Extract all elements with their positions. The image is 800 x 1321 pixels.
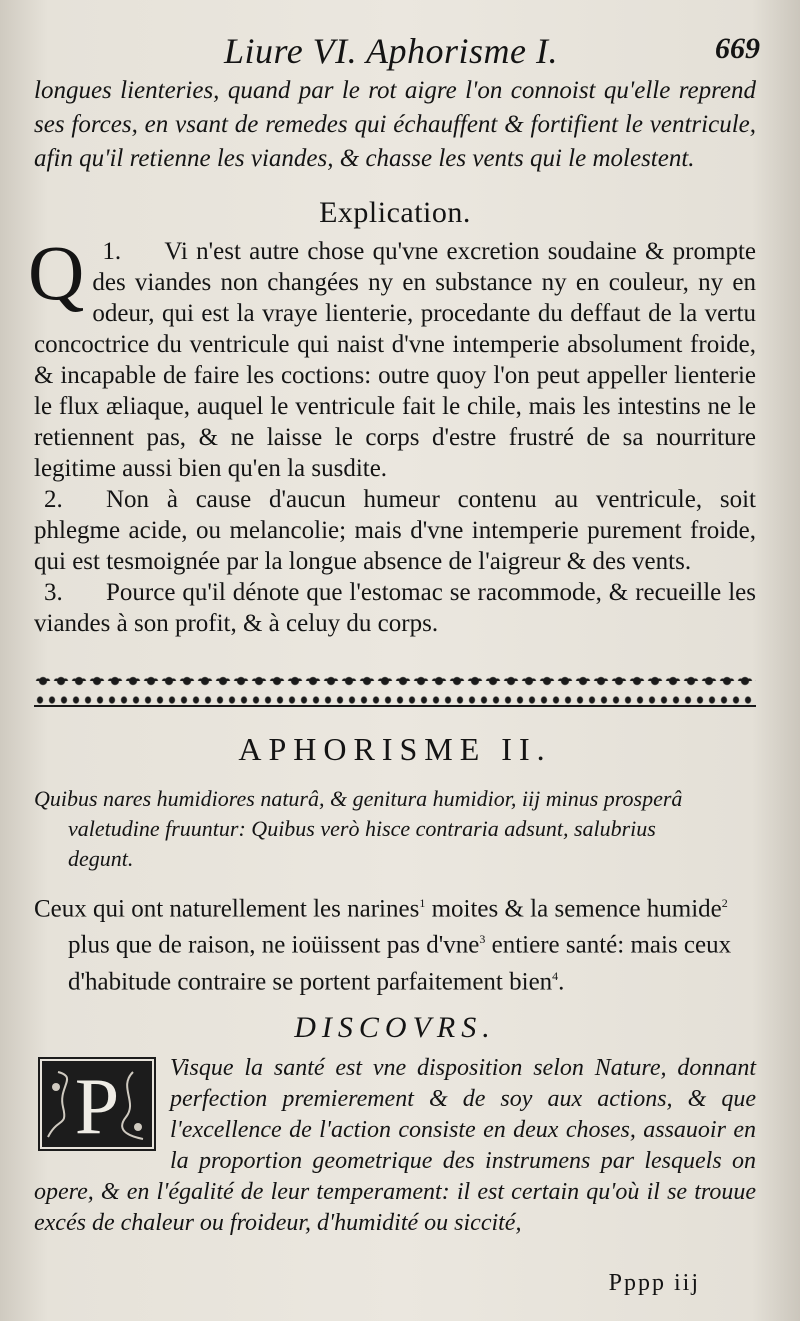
ornament-row-top xyxy=(34,673,756,689)
latin-aphorism xyxy=(34,784,756,874)
french-part-e: . xyxy=(558,967,565,995)
explication-item-2 xyxy=(34,484,756,577)
item-number-2: 2. xyxy=(44,486,63,513)
discours-heading: DISCOVRS. xyxy=(294,1010,496,1044)
drop-cap-q: Q xyxy=(28,229,85,316)
ornamental-border xyxy=(34,673,756,713)
french-part-c: plus que de raison, ne ioüissent pas d'vne xyxy=(68,931,480,959)
page-header xyxy=(34,28,760,74)
french-part-b: moites & la semence humide xyxy=(425,895,722,923)
page-number: 669 xyxy=(715,32,760,65)
french-part-a: Ceux qui ont naturellement les narines xyxy=(34,895,420,923)
discours-text: Visque la santé est vne disposition selon Nature, donnant perfection premierement & de soy aux actions, & que l'excellence de l'action consiste en deux choses, assauoir en la proportion geometrique des instrumens par lesquels on opere, & en l'égalité de leur temperament: il est certain qu'où il se trouue excés de chaleur ou froideur, d'humidité ou siccité, xyxy=(34,1054,756,1236)
latin-line-2: valetudine fruuntur: Quibus verò hisce contraria adsunt, salubrius xyxy=(68,816,656,841)
footnote-ref-4: 4 xyxy=(552,968,559,983)
explication-body xyxy=(28,229,756,639)
latin-line-1: Quibus nares humidiores naturâ, & genitura humidior, iij minus prosperâ xyxy=(34,786,683,811)
continuation-text: longues lienteries, quand par le rot aigre l'on connoist qu'elle reprend ses forces, en vsant de remedes qui échauffent & fortifient le ventricule, afin qu'il retienne les viandes, & chasse les vents qui le molestent. xyxy=(34,77,756,172)
item-number-1: 1. xyxy=(102,238,122,265)
ornament-row-bottom xyxy=(34,693,756,707)
footnote-ref-1: 1 xyxy=(419,896,426,910)
explication-item-1 xyxy=(28,229,756,484)
item-number-3: 3. xyxy=(44,579,63,606)
discours-section xyxy=(34,1053,756,1239)
explication-item-3 xyxy=(34,577,756,639)
footnote-ref-3: 3 xyxy=(479,932,486,947)
french-translation xyxy=(34,888,756,997)
footnote-ref-2: 2 xyxy=(721,896,728,910)
signature-mark: Pppp iij xyxy=(608,1270,700,1296)
french-aphorism xyxy=(34,888,756,997)
item-text-3: Pource qu'il dénote que l'estomac se racommode, & recueille les viandes à son profit, & à celuy du corps. xyxy=(34,579,756,637)
ornate-initial-p xyxy=(38,1057,156,1151)
french-part-d: entiere santé: mais ceux d'habitude contraire se portent parfaitement bien xyxy=(68,931,732,995)
initial-letter: P xyxy=(74,1062,120,1151)
ornate-initial-graphic xyxy=(38,1057,156,1151)
explication-heading: Explication. xyxy=(319,196,471,229)
item-text-2: Non à cause d'aucun humeur contenu au ventricule, soit phlegme acide, ou melancolie; mais d'vne intemperie purement froide, qui est tesmoignée par la longue absence de l'aigreur & des vents. xyxy=(34,486,756,575)
item-text-1: Vi n'est autre chose qu'vne excretion soudaine & prompte des viandes non changées ny en substance ny en couleur, ny en odeur, qui est la vraye lienterie, procedante du deffaut de la vertu concoctrice du ventricule qui naist d'vne intemperie absolument froide, & incapable de faire les coctions: outre quoy l'on peut appeller lienterie le flux æliaque, auquel le ventricule fait le chile, mais les intestins ne le retiennent pas, & ne laisse le corps d'estre frustré de sa nourriture legitime aussi bien qu'en la susdite. xyxy=(34,238,756,482)
aphorisme-heading: APHORISME II. xyxy=(238,731,552,767)
running-head: Liure VI. Aphorisme I. xyxy=(224,31,558,71)
continuation-paragraph xyxy=(34,74,756,176)
latin-line-3: degunt. xyxy=(68,846,134,871)
